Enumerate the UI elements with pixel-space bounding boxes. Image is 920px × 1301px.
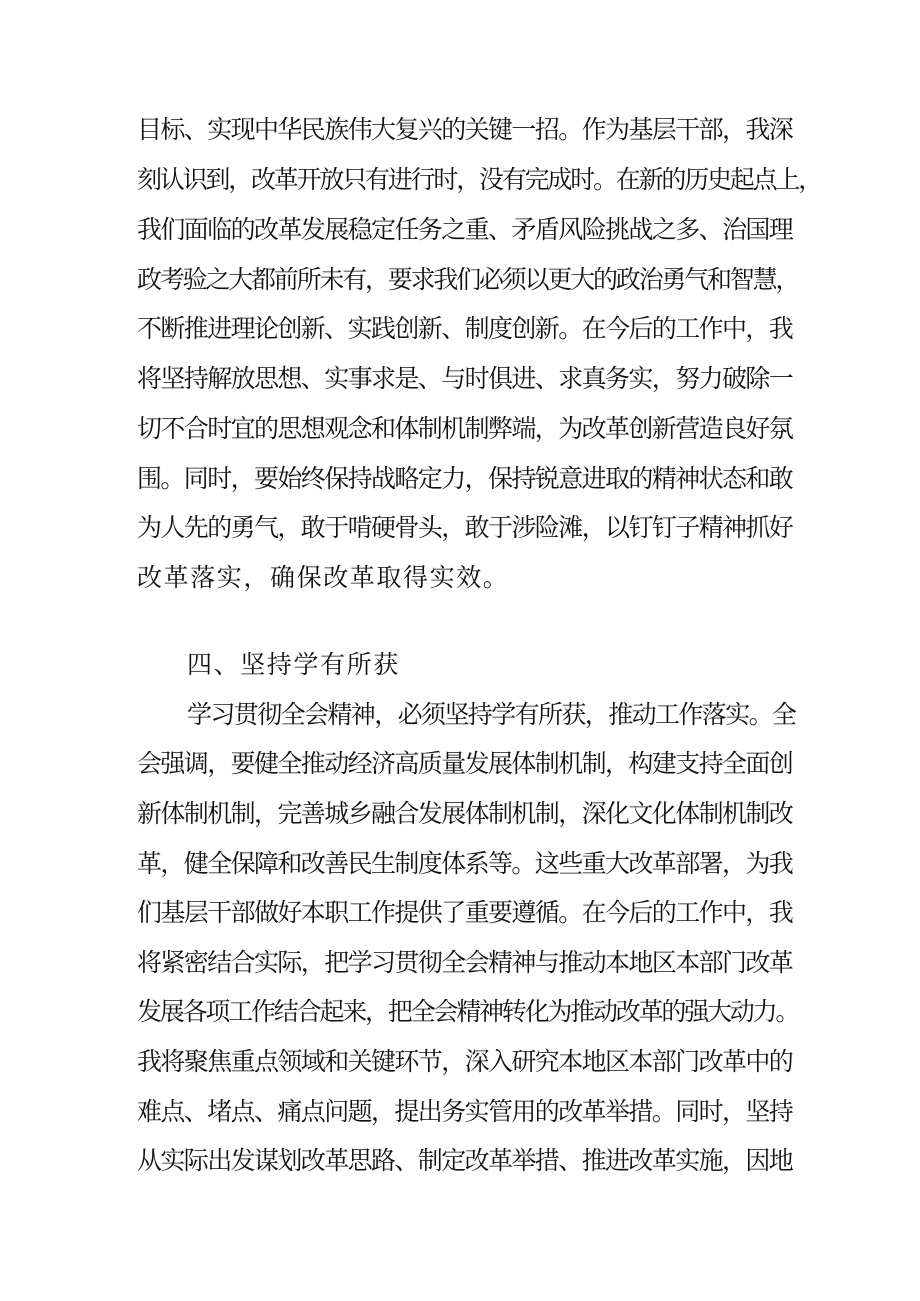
paragraph-2-line-8: 我将聚焦重点领域和关键环节，深入研究本地区本部门改革中的 bbox=[137, 1047, 793, 1076]
paragraph-1-line-9: 为人先的勇气，敢于啃硬骨头，敢于涉险滩，以钉钉子精神抓好 bbox=[137, 513, 793, 542]
section-heading: 四、坚持学有所获 bbox=[187, 650, 400, 679]
paragraph-2-line-1: 学习贯彻全会精神，必须坚持学有所获，推动工作落实。全 bbox=[187, 700, 796, 729]
paragraph-1-line-1: 目标、实现中华民族伟大复兴的关键一招。作为基层干部，我深 bbox=[137, 115, 793, 144]
paragraph-2-line-2: 会强调，要健全推动经济高质量发展体制机制，构建支持全面创 bbox=[137, 749, 793, 778]
paragraph-1-line-5: 不断推进理论创新、实践创新、制度创新。在今后的工作中，我 bbox=[137, 314, 793, 343]
paragraph-2-line-7: 发展各项工作结合起来，把全会精神转化为推动改革的强大动力。 bbox=[137, 997, 799, 1026]
paragraph-1-line-4: 政考验之大都前所未有，要求我们必须以更大的政治勇气和智慧， bbox=[137, 265, 799, 294]
paragraph-1-line-8: 围。同时，要始终保持战略定力，保持锐意进取的精神状态和敢 bbox=[137, 464, 793, 493]
paragraph-2-line-6: 将紧密结合实际，把学习贯彻全会精神与推动本地区本部门改革 bbox=[137, 948, 793, 977]
paragraph-2-line-4: 革，健全保障和改善民生制度体系等。这些重大改革部署，为我 bbox=[137, 849, 793, 878]
paragraph-1-line-6: 将坚持解放思想、实事求是、与时俱进、求真务实，努力破除一 bbox=[137, 364, 793, 393]
paragraph-1-line-10: 改革落实，确保改革取得实效。 bbox=[137, 563, 510, 592]
paragraph-1-line-2: 刻认识到，改革开放只有进行时，没有完成时。在新的历史起点上， bbox=[137, 165, 822, 194]
paragraph-2-line-3: 新体制机制，完善城乡融合发展体制机制，深化文化体制机制改 bbox=[137, 799, 793, 828]
paragraph-2-line-9: 难点、堵点、痛点问题，提出务实管用的改革举措。同时，坚持 bbox=[137, 1097, 793, 1126]
paragraph-1-line-7: 切不合时宜的思想观念和体制机制弊端，为改革创新营造良好氛 bbox=[137, 414, 793, 443]
paragraph-1-line-3: 我们面临的改革发展稳定任务之重、矛盾风险挑战之多、治国理 bbox=[137, 215, 793, 244]
paragraph-2-line-10: 从实际出发谋划改革思路、制定改革举措、推进改革实施，因地 bbox=[137, 1146, 793, 1175]
paragraph-2-line-5: 们基层干部做好本职工作提供了重要遵循。在今后的工作中，我 bbox=[137, 898, 793, 927]
